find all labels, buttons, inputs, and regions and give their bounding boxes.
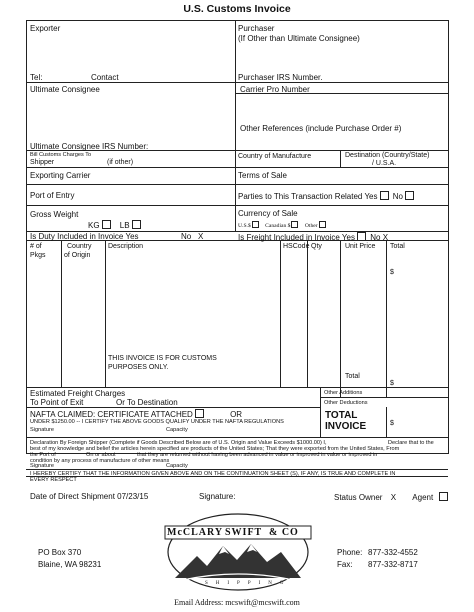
logo-text-mcclary: McCLARY	[167, 527, 224, 538]
declaration-line3b: On or about	[86, 452, 116, 458]
bill-customs-label: Bill Customs Charges To	[30, 152, 92, 158]
declaration-line2: best of my knowledge and belief the articles herein specified are products of the United States; That they were exported from the United States, From	[30, 446, 400, 452]
declaration-line1-end: Declare that to the	[388, 440, 434, 446]
agent-label: Agent	[412, 493, 434, 502]
logo-text-swift: SWIFT	[225, 527, 263, 538]
shipper-label: Shipper	[30, 159, 55, 166]
col-pkgs-label: Pkgs	[30, 252, 46, 259]
declaration-capacity-label: Capacity	[166, 463, 188, 469]
parties-related-label: Parties to This Transaction Related	[238, 192, 363, 201]
nafta-claimed-label: NAFTA CLAIMED: CERTIFICATE ATTACHED	[30, 410, 193, 419]
total-dollar-sign: $	[390, 269, 394, 276]
currency-canadian-checkbox[interactable]	[291, 221, 298, 228]
declaration-signature-label: Signature	[30, 463, 54, 469]
declaration-line3a: the Port of	[30, 452, 56, 458]
duty-no-label: No	[181, 232, 192, 241]
col-origin-label: of Origin	[64, 252, 91, 259]
declaration-line3c: that they are returned without having been advanced in value or improved in value or improved in	[137, 452, 378, 458]
parties-yes-label: Yes	[364, 192, 378, 201]
nafta-under-label: UNDER $1250.00 -- I CERTIFY THE ABOVE GOODS QUALIFY UNDER THE NAFTA REGULATIONS	[30, 419, 284, 425]
freight-charges-label: Estimated Freight Charges	[30, 389, 126, 398]
terms-of-sale-label: Terms of Sale	[238, 171, 287, 180]
exporting-carrier-label: Exporting Carrier	[30, 171, 91, 180]
freight-no-label: No	[370, 233, 381, 242]
purchaser-label: Purchaser	[238, 24, 275, 33]
currency-canadian-label: Canadian $	[265, 223, 291, 229]
nafta-certificate-checkbox[interactable]	[195, 409, 204, 418]
email-address: Email Address: mcswift@mcswift.com	[174, 598, 300, 607]
declaration-line4: condition by any process of manufacture of other means	[30, 458, 170, 464]
freight-yes-checkbox[interactable]	[357, 232, 366, 241]
total-invoice-line1: TOTAL	[325, 410, 358, 421]
status-row	[334, 492, 450, 502]
ultimate-consignee-label: Ultimate Consignee	[30, 85, 100, 94]
freight-included-label: Is Freight Included in Invoice	[238, 233, 340, 242]
col-description-label: Description	[108, 243, 144, 250]
carrier-pro-label: Carrier Pro Number	[240, 85, 310, 94]
customs-note-line2: PURPOSES ONLY.	[108, 364, 169, 371]
lb-label: LB	[119, 221, 130, 230]
nafta-capacity-label: Capacity	[166, 427, 188, 433]
direct-shipment-date: Date of Direct Shipment 07/23/15	[30, 492, 149, 501]
purchaser-sub-label: (If Other than Ultimate Consignee)	[238, 34, 360, 43]
parties-no-label: No	[392, 192, 403, 201]
purchaser-irs-label: Purchaser IRS Number.	[238, 73, 323, 82]
address-line1: PO Box 370	[38, 548, 82, 557]
logo-text-co: & CO	[269, 527, 299, 538]
fax-value: 877-332-8717	[368, 560, 418, 569]
customs-note-line1: THIS INVOICE IS FOR CUSTOMS	[108, 355, 217, 362]
duty-included-label: Is Duty Included in Invoice Yes	[30, 232, 139, 241]
destination-usa: / U.S.A.	[372, 160, 397, 167]
total-invoice-dollar: $	[390, 420, 394, 427]
company-logo	[163, 508, 313, 596]
port-of-entry-label: Port of Entry	[30, 191, 75, 200]
ultimate-consignee-irs-label: Ultimate Consignee IRS Number:	[30, 142, 149, 151]
other-deductions-label: Other Deductions	[324, 400, 368, 406]
logo-text-bottom: SHIPPING	[205, 581, 292, 586]
other-additions-label: Other Additions	[324, 390, 363, 396]
col-country-label: Country	[67, 243, 92, 250]
nafta-signature-label: Signature	[30, 427, 54, 433]
freight-no-mark: X	[382, 233, 389, 242]
currency-us-label: U.S.$	[238, 223, 251, 229]
freight-included	[238, 232, 388, 242]
address-line2: Blaine, WA 98231	[38, 560, 102, 569]
col-qty-label: Qty	[311, 243, 322, 250]
kg-checkbox[interactable]	[102, 220, 111, 229]
col-hscode-label: HSCode	[283, 243, 310, 250]
col-num-label: # of	[30, 243, 42, 250]
currency-label: Currency of Sale	[238, 209, 298, 218]
tel-label: Tel:	[30, 73, 43, 82]
total-row-dollar: $	[390, 380, 394, 387]
certify-line2: EVERY RESPECT	[30, 477, 77, 483]
to-point-of-exit-label: To Point of Exit	[30, 398, 84, 407]
other-references-label: Other References (include Purchase Order #)	[240, 124, 402, 133]
parties-no-checkbox[interactable]	[405, 191, 414, 200]
phone-value: 877-332-4552	[368, 548, 418, 557]
lb-checkbox[interactable]	[132, 220, 141, 229]
declaration-line1: Declaration By Foreign Shipper (Complete if Goods Described Below are of U.S. Origin and Value Exceeds $1000.00) I,	[30, 440, 327, 446]
agent-checkbox[interactable]	[439, 492, 448, 501]
nafta-claimed	[30, 409, 242, 419]
weight-units	[88, 220, 143, 230]
currency-other-checkbox[interactable]	[319, 221, 326, 228]
destination-label: Destination (Country/State)	[345, 152, 430, 159]
status-owner-mark: X	[390, 493, 397, 502]
parties-related	[238, 191, 416, 201]
kg-label: KG	[88, 221, 100, 230]
contact-label: Contact	[91, 73, 119, 82]
gross-weight-label: Gross Weight	[30, 210, 79, 219]
currency-us-checkbox[interactable]	[252, 221, 259, 228]
page-title: U.S. Customs Invoice	[183, 3, 291, 15]
currency-other-label: Other	[304, 223, 318, 229]
col-total-label: Total	[390, 243, 405, 250]
col-unit-price-label: Unit Price	[345, 243, 376, 250]
duty-no-mark: X	[198, 232, 204, 241]
total-label: Total	[345, 373, 360, 380]
parties-yes-checkbox[interactable]	[380, 191, 389, 200]
or-to-destination-label: Or To Destination	[116, 398, 178, 407]
fax-label: Fax:	[337, 560, 353, 569]
country-manufacture-label: Country of Manufacture	[238, 153, 312, 160]
phone-label: Phone:	[337, 548, 363, 557]
signature-label: Signature:	[199, 492, 236, 501]
exporter-label: Exporter	[30, 24, 61, 33]
certify-line1: I HEREBY CERTIFY THAT THE INFORMATION GIVEN ABOVE AND ON THE CONTINUATION SHEET (S), IF ANY, IS TRUE AND COMPLETE IN	[30, 471, 396, 477]
if-other-label: (if other)	[107, 159, 134, 166]
currency-options	[238, 221, 327, 230]
nafta-or-label: OR	[230, 410, 243, 419]
freight-yes-label: Yes	[341, 233, 355, 242]
status-owner-label: Status Owner	[334, 493, 383, 502]
total-invoice-line2: INVOICE	[325, 421, 367, 432]
